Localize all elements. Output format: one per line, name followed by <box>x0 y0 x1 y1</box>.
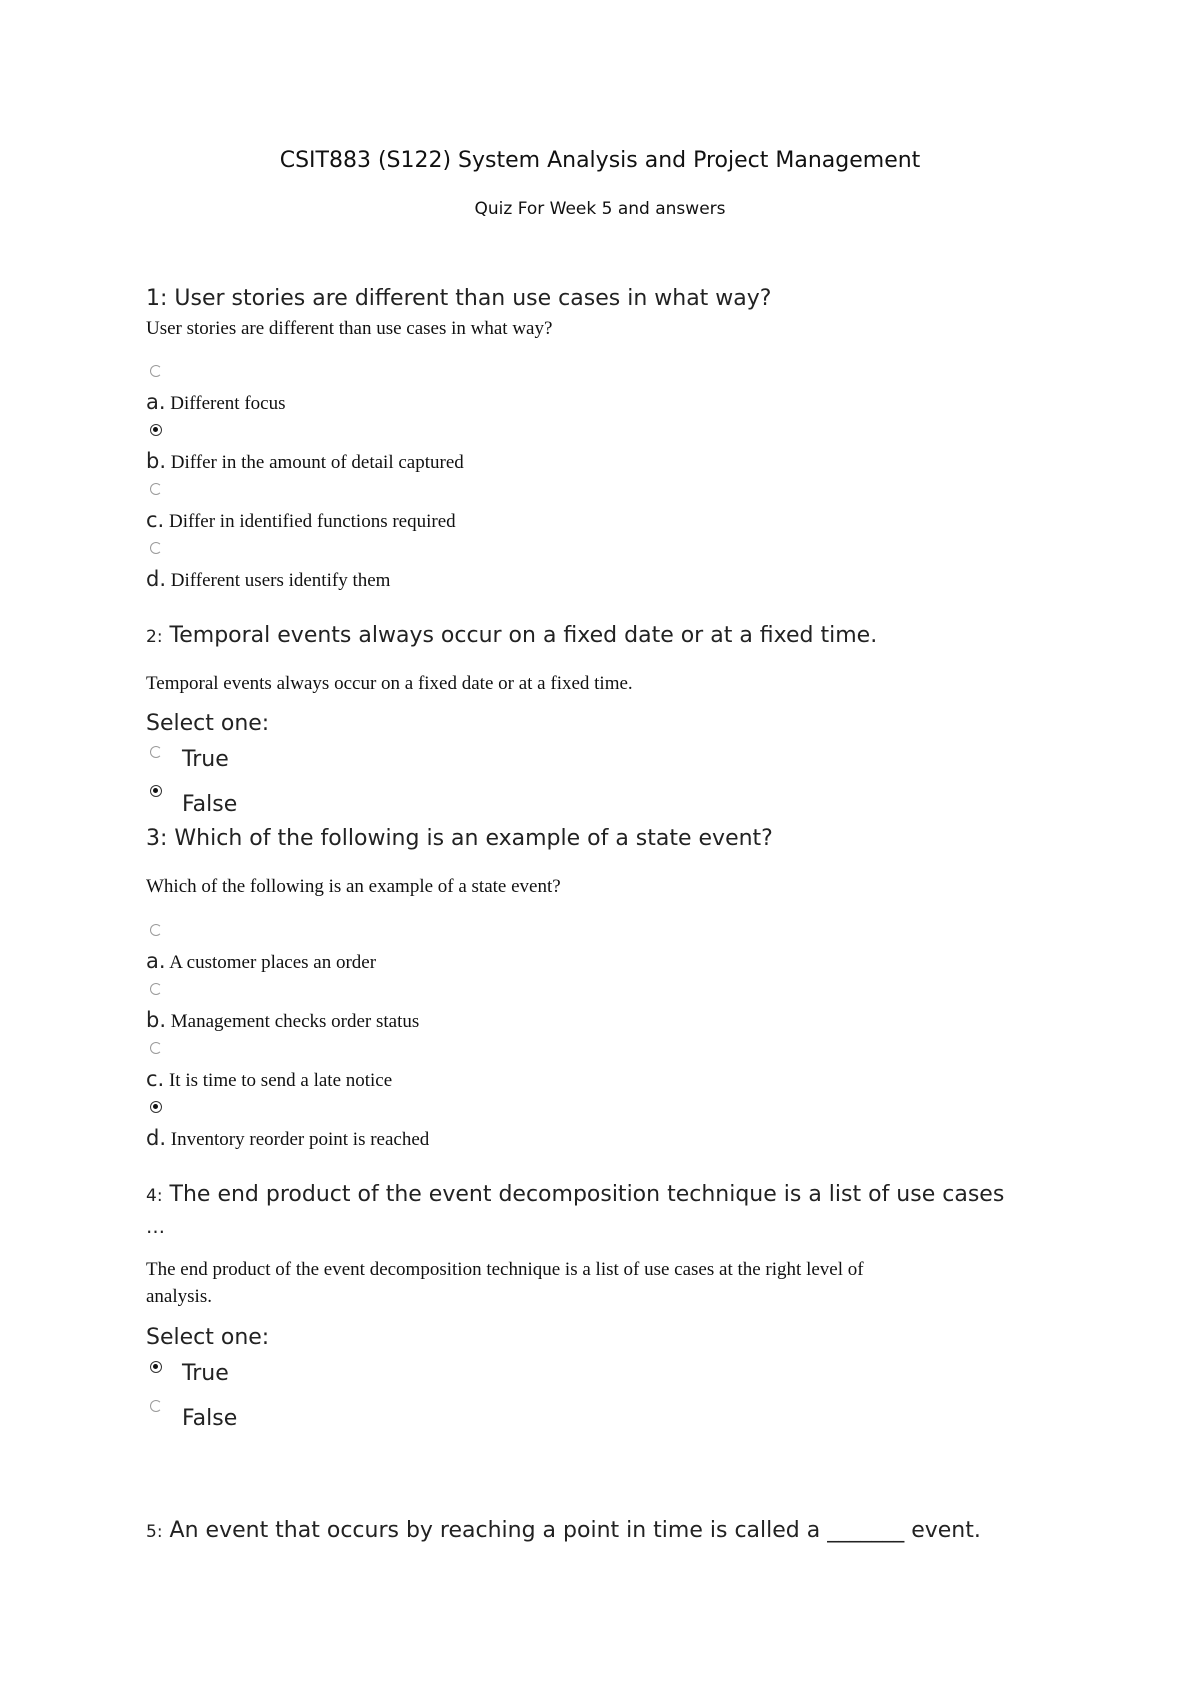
q4-option-true-radio[interactable] <box>150 1361 162 1373</box>
option-letter: a. <box>146 949 166 973</box>
option-letter: a. <box>146 390 166 414</box>
question-4-heading-continuation: … <box>146 1216 165 1238</box>
question-5-heading <box>146 1518 981 1543</box>
q4-option-true: True <box>182 1361 229 1386</box>
question-title: User stories are different than use cases in what way? <box>174 286 772 311</box>
question-2-heading <box>146 623 877 648</box>
document-subtitle: Quiz For Week 5 and answers <box>474 199 726 219</box>
question-title: Which of the following is an example of a state event? <box>174 826 773 851</box>
option-text: Different focus <box>170 393 286 414</box>
document-title: CSIT883 (S122) System Analysis and Project Management <box>279 148 921 173</box>
q4-option-false-radio[interactable] <box>150 1400 162 1412</box>
q1-option-b <box>146 449 464 474</box>
q1-option-c <box>146 508 456 533</box>
q2-option-true-radio[interactable] <box>150 746 162 758</box>
q3-option-c-radio[interactable] <box>150 1042 162 1054</box>
q2-option-false: False <box>182 792 238 817</box>
question-title: Temporal events always occur on a fixed date or at a fixed time. <box>169 623 878 648</box>
q1-option-b-radio[interactable] <box>150 424 162 436</box>
q3-option-c <box>146 1067 392 1092</box>
q4-option-false: False <box>182 1406 238 1431</box>
option-text: Inventory reorder point is reached <box>170 1129 430 1150</box>
option-text: Different users identify them <box>170 570 391 591</box>
q1-option-d-radio[interactable] <box>150 542 162 554</box>
question-number: 2: <box>146 627 163 647</box>
q3-option-b <box>146 1008 419 1033</box>
q1-option-a <box>146 390 285 415</box>
option-letter: c. <box>146 508 165 532</box>
option-text: A customer places an order <box>169 952 377 973</box>
q1-option-d <box>146 567 390 592</box>
question-number: 5: <box>146 1522 163 1542</box>
option-text: Differ in the amount of detail captured <box>170 452 464 473</box>
question-1-heading <box>146 286 771 311</box>
select-one-label: Select one: <box>146 1325 270 1350</box>
q1-option-c-radio[interactable] <box>150 483 162 495</box>
option-letter: d. <box>146 1126 167 1150</box>
question-number: 4: <box>146 1186 163 1206</box>
option-text: It is time to send a late notice <box>168 1070 393 1091</box>
q3-option-a-radio[interactable] <box>150 924 162 936</box>
question-3-heading <box>146 826 773 851</box>
question-4-heading <box>146 1182 1004 1207</box>
question-number: 3: <box>146 826 168 851</box>
q1-option-a-radio[interactable] <box>150 365 162 377</box>
question-number: 1: <box>146 286 168 311</box>
select-one-label: Select one: <box>146 711 270 736</box>
option-letter: c. <box>146 1067 165 1091</box>
q3-option-d-radio[interactable] <box>150 1101 162 1113</box>
q3-option-a <box>146 949 376 974</box>
question-2-text: Temporal events always occur on a fixed date or at a fixed time. <box>146 673 633 694</box>
q2-option-false-radio[interactable] <box>150 785 162 797</box>
q2-option-true: True <box>182 747 229 772</box>
question-4-text-line-1: The end product of the event decomposition technique is a list of use cases at the right level of <box>146 1259 864 1280</box>
option-letter: b. <box>146 449 167 473</box>
question-1-text: User stories are different than use cases in what way? <box>146 318 553 339</box>
question-title: The end product of the event decomposition technique is a list of use cases <box>169 1182 1005 1207</box>
option-letter: d. <box>146 567 167 591</box>
option-text: Management checks order status <box>170 1011 420 1032</box>
q3-option-b-radio[interactable] <box>150 983 162 995</box>
q3-option-d <box>146 1126 429 1151</box>
option-text: Differ in identified functions required <box>168 511 456 532</box>
option-letter: b. <box>146 1008 167 1032</box>
question-3-text: Which of the following is an example of a state event? <box>146 876 561 897</box>
question-4-text-line-2: analysis. <box>146 1286 212 1307</box>
question-title: An event that occurs by reaching a point in time is called a _______ event. <box>169 1518 981 1543</box>
